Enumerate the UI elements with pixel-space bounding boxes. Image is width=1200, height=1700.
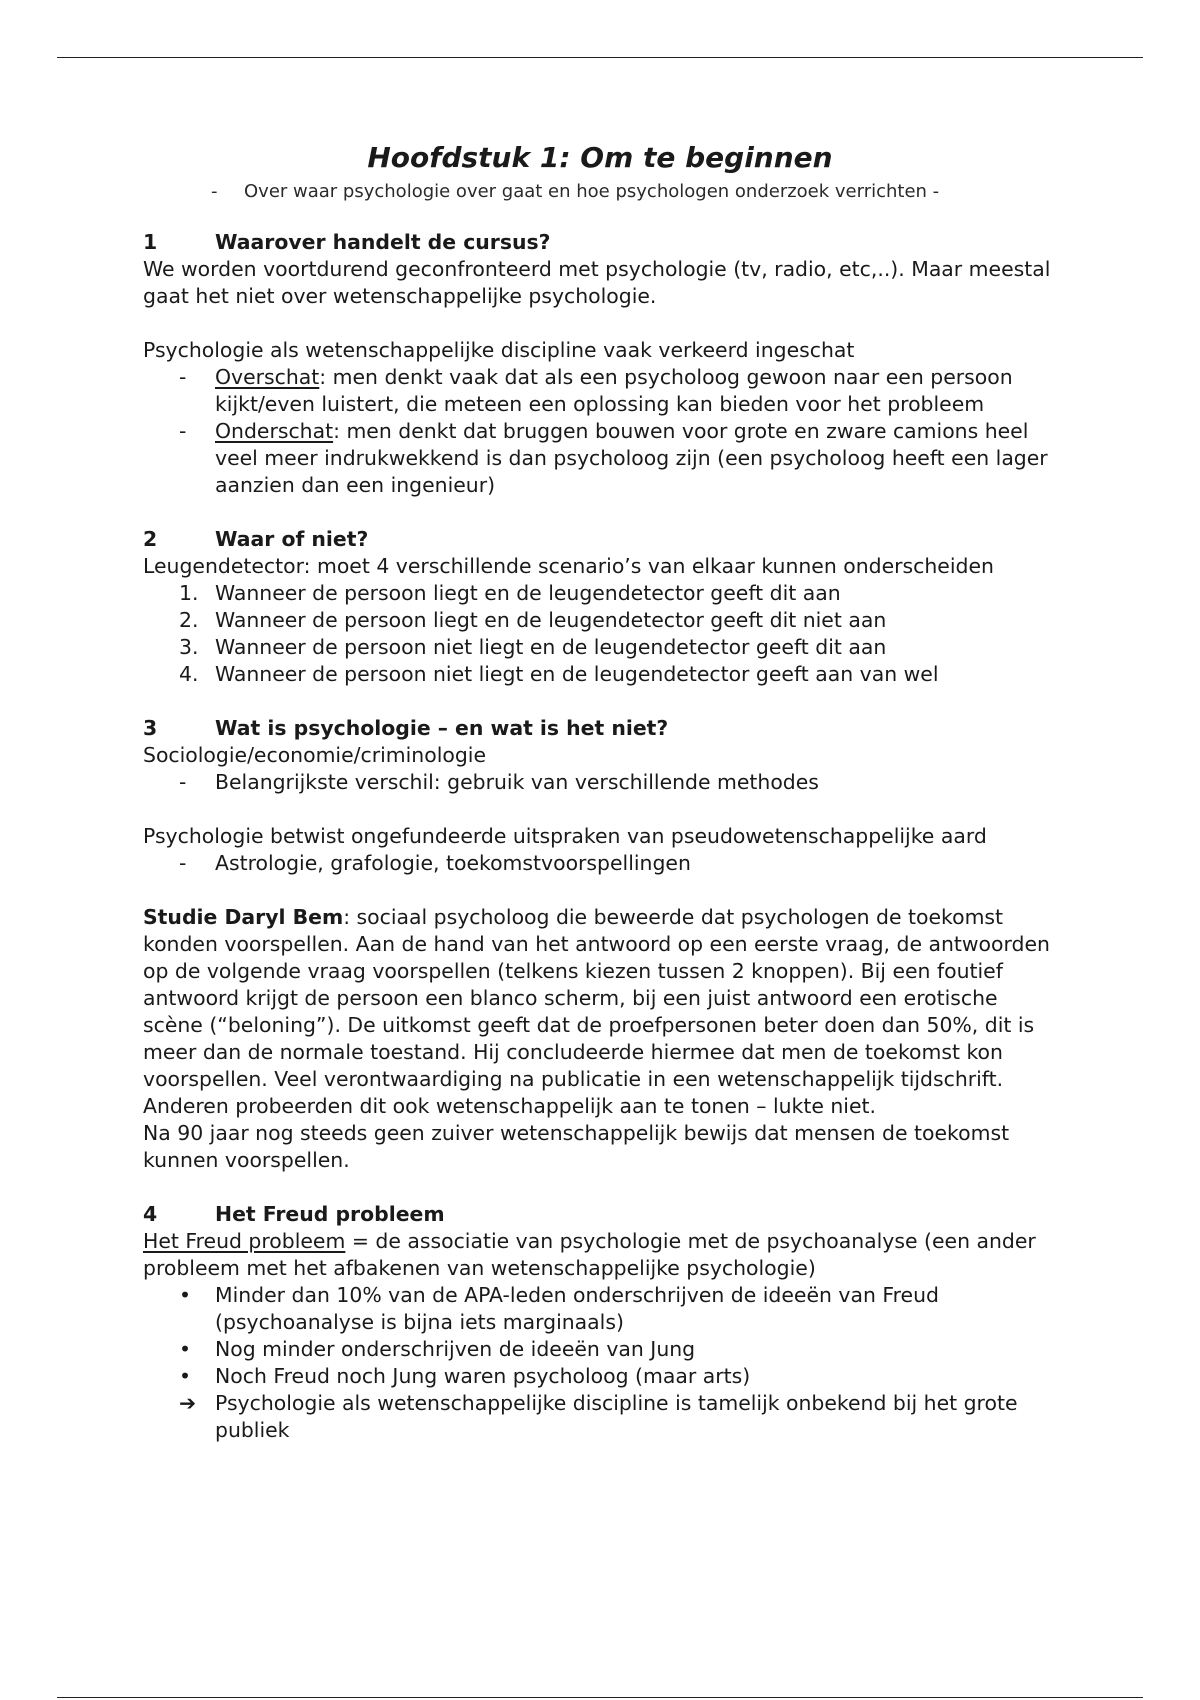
list-item [143, 1363, 1063, 1390]
page-title: Hoofdstuk 1: Om te beginnen [367, 141, 833, 174]
subtitle-text: Over waar psychologie over gaat en hoe psychologen onderzoek verrichten - [244, 181, 940, 202]
list-item-text: Psychologie als wetenschappelijke discipline is tamelijk onbekend bij het grote publiek [215, 1391, 1018, 1442]
definition-text: = de associatie van psychologie met de psychoanalyse (een ander probleem met het afbakenen van wetenschappelijke psychologie) [143, 1229, 1036, 1280]
paragraph: Leugendetector: moet 4 verschillende scenario’s van elkaar kunnen onderscheiden [143, 554, 994, 578]
number-marker: 2. [179, 608, 199, 632]
list-item-text: Nog minder onderschrijven de ideeën van Jung [215, 1337, 696, 1361]
paragraph [143, 1228, 1063, 1282]
list-item-text: Wanneer de persoon liegt en de leugendetector geeft dit niet aan [215, 608, 887, 632]
paragraph: We worden voortdurend geconfronteerd met psychologie (tv, radio, etc,..). Maar meestal gaat het niet over wetenschappelijke psychologie. [143, 257, 1051, 308]
list-item-text: Minder dan 10% van de APA-leden onderschrijven de ideeën van Freud (psychoanalyse is bijna iets marginaals) [215, 1283, 939, 1334]
section-heading [143, 715, 1063, 742]
section-2 [143, 526, 1063, 688]
section-number: 3 [143, 716, 158, 740]
list-item-text: Wanneer de persoon niet liegt en de leugendetector geeft dit aan [215, 635, 887, 659]
section-4 [143, 1201, 1063, 1444]
list-item [143, 769, 1063, 796]
list-item [143, 607, 1063, 634]
dash-list [143, 364, 1063, 499]
bullet-marker: • [179, 1364, 192, 1388]
section-title: Het Freud probleem [215, 1202, 445, 1226]
list-item [143, 1336, 1063, 1363]
section-number: 1 [143, 230, 158, 254]
number-marker: 4. [179, 662, 199, 686]
list-item [143, 1390, 1063, 1444]
term: Onderschat [215, 419, 334, 443]
bullet-marker: • [179, 1337, 192, 1361]
list-item [143, 850, 1063, 877]
numbered-list [143, 580, 1063, 688]
document-body [143, 229, 1063, 1444]
paragraph-bem [143, 904, 1063, 1120]
section-heading [143, 526, 1063, 553]
section-3 [143, 715, 1063, 1174]
dash-marker: - [179, 365, 187, 389]
section-title: Waarover handelt de cursus? [215, 230, 551, 254]
list-item [143, 1282, 1063, 1336]
top-rule [57, 57, 1143, 58]
page-subtitle [211, 180, 939, 204]
dash-marker: - [179, 770, 187, 794]
list-item [143, 661, 1063, 688]
number-marker: 1. [179, 581, 199, 605]
term: Overschat [215, 365, 320, 389]
paragraph: Sociologie/economie/criminologie [143, 743, 486, 767]
list-item [143, 580, 1063, 607]
list-item [143, 634, 1063, 661]
list-item-text: : men denkt dat bruggen bouwen voor grote en zware camions heel veel meer indrukwekkend is dan psycholoog zijn (een psycholoog heeft een lager aanzien dan een ingenieur) [215, 419, 1048, 497]
arrow-icon: ➔ [179, 1391, 197, 1415]
section-heading [143, 1201, 1063, 1228]
bem-text: : sociaal psycholoog die beweerde dat psychologen de toekomst konden voorspellen. Aan de hand van het antwoord op een eerste vraag, de antwoorden op de volgende vraag voorspellen (telkens kiezen tussen 2 knoppen). Bij een foutief antwoord krijgt de persoon een blanco scherm, bij een juist antwoord een erotische scène (“beloning”). De uitkomst geeft dat de proefpersonen beter doen dan 50%, dit is meer dan de normale toestand. Hij concludeerde hiermee dat men de toekomst kon voorspellen. Veel verontwaardiging na publicatie in een wetenschappelijk tijdschrift. Anderen probeerden dit ook wetenschappelijk aan te tonen – lukte niet. [143, 905, 1050, 1118]
list-item-text: Belangrijkste verschil: gebruik van verschillende methodes [215, 770, 819, 794]
number-marker: 3. [179, 635, 199, 659]
section-title: Wat is psychologie – en wat is het niet? [215, 716, 669, 740]
section-title: Waar of niet? [215, 527, 369, 551]
section-number: 4 [143, 1202, 158, 1226]
paragraph: Psychologie als wetenschappelijke discipline vaak verkeerd ingeschat [143, 338, 855, 362]
list-item-text: Wanneer de persoon niet liegt en de leugendetector geeft aan van wel [215, 662, 939, 686]
list-item [143, 364, 1063, 418]
subtitle-dash: - [211, 181, 218, 202]
dash-marker: - [179, 851, 187, 875]
dash-list [143, 850, 1063, 877]
bullet-marker: • [179, 1283, 192, 1307]
list-item-text: Wanneer de persoon liegt en de leugendetector geeft dit aan [215, 581, 841, 605]
bottom-rule [57, 1697, 1143, 1698]
list-item-text: Astrologie, grafologie, toekomstvoorspellingen [215, 851, 691, 875]
paragraph: Psychologie betwist ongefundeerde uitspraken van pseudowetenschappelijke aard [143, 824, 987, 848]
paragraph: Na 90 jaar nog steeds geen zuiver wetenschappelijk bewijs dat mensen de toekomst kunnen voorspellen. [143, 1121, 1010, 1172]
section-number: 2 [143, 527, 158, 551]
dash-marker: - [179, 419, 187, 443]
term: Het Freud probleem [143, 1229, 346, 1253]
bem-label: Studie Daryl Bem [143, 905, 344, 929]
section-heading [143, 229, 1063, 256]
list-item [143, 418, 1063, 499]
section-1 [143, 229, 1063, 499]
list-item-text: : men denkt vaak dat als een psycholoog gewoon naar een persoon kijkt/even luistert, die meteen een oplossing kan bieden voor het probleem [215, 365, 1013, 416]
dash-list [143, 769, 1063, 796]
bullet-list [143, 1282, 1063, 1444]
list-item-text: Noch Freud noch Jung waren psycholoog (maar arts) [215, 1364, 751, 1388]
